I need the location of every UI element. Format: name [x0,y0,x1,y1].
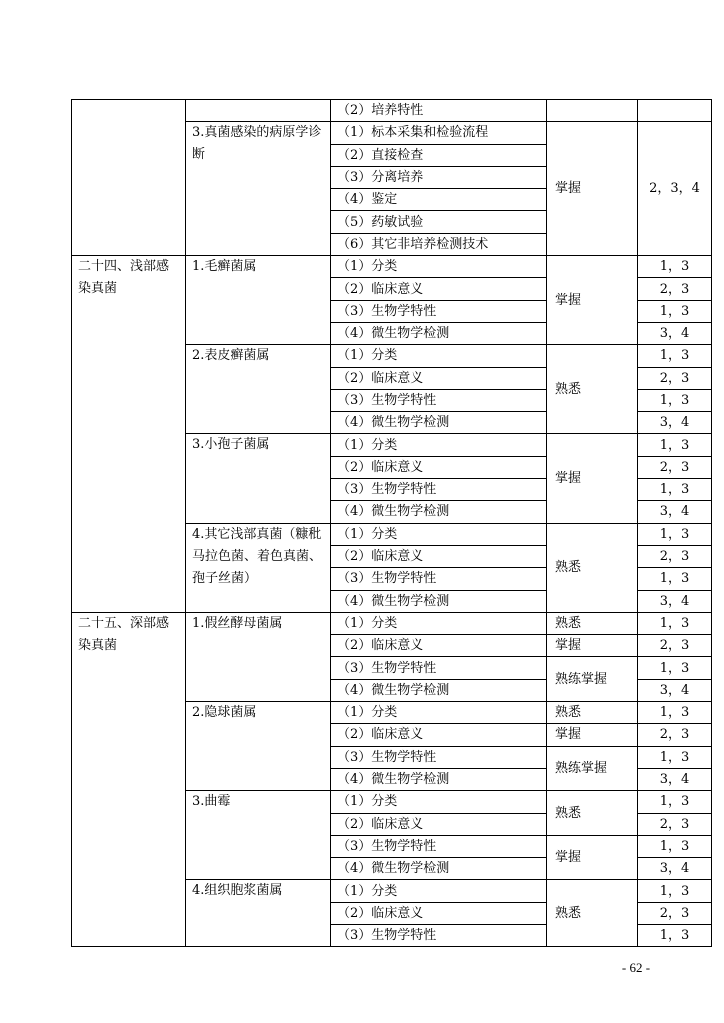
reference-cell: 1，3 [638,924,712,946]
item-cell: （3）生物学特性 [331,389,547,411]
level-cell: 熟练掌握 [547,746,638,791]
topic-cell [186,100,331,122]
item-cell: （1）分类 [331,880,547,902]
item-cell: （4）微生物学检测 [331,590,547,612]
item-cell: （1）标本采集和检验流程 [331,122,547,144]
item-cell: （2）临床意义 [331,902,547,924]
reference-cell: 1，3 [638,880,712,902]
reference-cell: 2，3 [638,545,712,567]
level-cell: 熟练掌握 [547,657,638,702]
item-cell: （4）微生物学检测 [331,322,547,344]
syllabus-table [71,99,712,947]
reference-cell: 1，3 [638,256,712,278]
reference-cell [638,100,712,122]
item-cell: （3）分离培养 [331,166,547,188]
reference-cell: 1，3 [638,479,712,501]
item-cell: （3）生物学特性 [331,479,547,501]
item-cell: （2）临床意义 [331,278,547,300]
item-cell: （5）药敏试验 [331,211,547,233]
item-cell: （3）生物学特性 [331,657,547,679]
item-cell: （4）微生物学检测 [331,858,547,880]
reference-cell: 3，4 [638,590,712,612]
topic-cell: 2.表皮癣菌属 [186,345,331,434]
category-cell: 二十四、浅部感染真菌 [72,256,186,613]
item-cell: （2）临床意义 [331,367,547,389]
topic-cell: 3.曲霉 [186,791,331,880]
topic-cell: 3.真菌感染的病原学诊断 [186,122,331,256]
topic-cell: 2.隐球菌属 [186,702,331,791]
item-cell: （2）临床意义 [331,545,547,567]
item-cell: （2）临床意义 [331,813,547,835]
reference-cell: 2，3 [638,813,712,835]
level-cell: 掌握 [547,434,638,523]
reference-cell: 1，3 [638,746,712,768]
level-cell: 熟悉 [547,345,638,434]
item-cell: （1）分类 [331,702,547,724]
item-cell: （2）培养特性 [331,100,547,122]
reference-cell: 1，3 [638,523,712,545]
item-cell: （3）生物学特性 [331,924,547,946]
item-cell: （3）生物学特性 [331,835,547,857]
level-cell: 熟悉 [547,880,638,947]
reference-cell: 2，3 [638,635,712,657]
page-number-text: - 62 - [621,960,651,975]
reference-cell: 2，3 [638,724,712,746]
reference-cell: 1，3 [638,389,712,411]
reference-cell: 1，3 [638,300,712,322]
reference-cell: 2，3 [638,456,712,478]
item-cell: （1）分类 [331,791,547,813]
item-cell: （1）分类 [331,434,547,456]
reference-cell: 1，3 [638,657,712,679]
level-cell: 掌握 [547,256,638,345]
item-cell: （2）临床意义 [331,456,547,478]
reference-cell: 1，3 [638,345,712,367]
item-cell: （2）临床意义 [331,635,547,657]
level-cell: 掌握 [547,122,638,256]
reference-cell: 3，4 [638,412,712,434]
level-cell [547,100,638,122]
table-row [72,100,712,122]
item-cell: （2）临床意义 [331,724,547,746]
category-cell [72,100,186,256]
reference-cell: 1，3 [638,568,712,590]
page-number [0,960,724,976]
level-cell: 掌握 [547,635,638,657]
item-cell: （4）微生物学检测 [331,679,547,701]
reference-cell: 3，4 [638,768,712,790]
reference-cell: 2，3 [638,367,712,389]
reference-cell: 1，3 [638,434,712,456]
topic-cell: 3.小孢子菌属 [186,434,331,523]
reference-cell: 3，4 [638,858,712,880]
reference-cell: 2，3 [638,278,712,300]
topic-cell: 4.组织胞浆菌属 [186,880,331,947]
level-cell: 熟悉 [547,612,638,634]
topic-cell: 1.假丝酵母菌属 [186,612,331,701]
reference-cell: 3，4 [638,501,712,523]
reference-cell: 1，3 [638,612,712,634]
item-cell: （3）生物学特性 [331,746,547,768]
level-cell: 熟悉 [547,523,638,612]
reference-cell: 1，3 [638,702,712,724]
item-cell: （3）生物学特性 [331,300,547,322]
level-cell: 熟悉 [547,791,638,836]
item-cell: （1）分类 [331,612,547,634]
topic-cell: 1.毛癣菌属 [186,256,331,345]
item-cell: （6）其它非培养检测技术 [331,233,547,255]
reference-cell: 2，3，4 [638,122,712,256]
reference-cell: 3，4 [638,322,712,344]
item-cell: （3）生物学特性 [331,568,547,590]
level-cell: 熟悉 [547,702,638,724]
item-cell: （4）微生物学检测 [331,412,547,434]
table-row [72,256,712,278]
item-cell: （1）分类 [331,345,547,367]
category-cell: 二十五、深部感染真菌 [72,612,186,946]
item-cell: （1）分类 [331,523,547,545]
topic-cell: 4.其它浅部真菌（糠秕马拉色菌、着色真菌、孢子丝菌） [186,523,331,612]
item-cell: （4）微生物学检测 [331,768,547,790]
item-cell: （1）分类 [331,256,547,278]
reference-cell: 1，3 [638,835,712,857]
table-row [72,612,712,634]
item-cell: （4）鉴定 [331,189,547,211]
item-cell: （4）微生物学检测 [331,501,547,523]
item-cell: （2）直接检查 [331,144,547,166]
reference-cell: 1，3 [638,791,712,813]
reference-cell: 2，3 [638,902,712,924]
level-cell: 掌握 [547,835,638,880]
level-cell: 掌握 [547,724,638,746]
reference-cell: 3，4 [638,679,712,701]
